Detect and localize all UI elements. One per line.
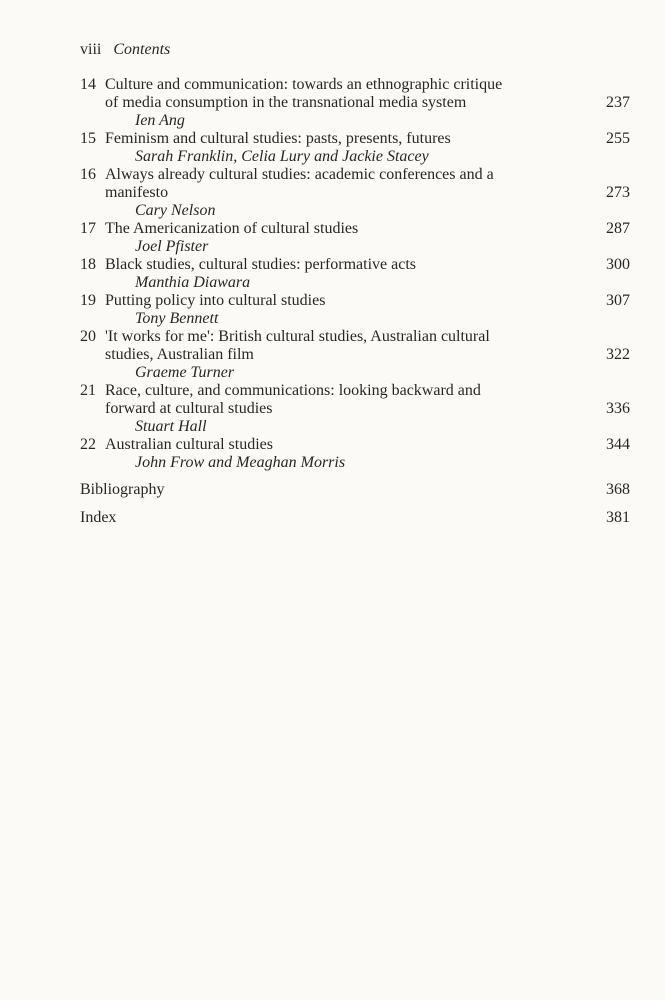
chapter-author: Manthia Diawara — [135, 274, 251, 291]
toc-entry-22 — [80, 436, 630, 472]
toc-entry-20 — [80, 328, 630, 382]
chapter-author: Sarah Franklin, Celia Lury and Jackie Stacey — [135, 148, 429, 165]
chapter-author: John Frow and Meaghan Morris — [135, 454, 346, 471]
page-number: 344 — [606, 436, 630, 453]
toc-entry-18 — [80, 256, 630, 292]
chapter-title: The Americanization of cultural studies — [105, 220, 359, 237]
toc-entry-15 — [80, 130, 630, 166]
chapter-number: 20 — [80, 328, 96, 345]
chapter-author: Ien Ang — [135, 112, 185, 129]
toc-entry-16 — [80, 166, 630, 220]
toc-entry-14 — [80, 76, 630, 130]
toc-entry-19 — [80, 292, 630, 328]
backmatter-title: Bibliography — [80, 481, 165, 498]
chapter-author: Joel Pfister — [135, 238, 209, 255]
page-number: 255 — [606, 130, 630, 147]
chapter-number: 17 — [80, 220, 96, 237]
chapter-number: 14 — [80, 76, 96, 93]
chapter-title: studies, Australian film — [105, 346, 254, 363]
toc-entry-bibliography — [80, 481, 630, 499]
chapter-number: 16 — [80, 166, 96, 183]
chapter-number: 22 — [80, 436, 96, 453]
folio-number: viii — [80, 41, 102, 58]
chapter-title: Black studies, cultural studies: performative acts — [105, 256, 417, 273]
chapter-title: manifesto — [105, 184, 169, 201]
chapter-author: Cary Nelson — [135, 202, 216, 219]
page-number: 336 — [606, 400, 630, 417]
page-number: 287 — [606, 220, 630, 237]
backmatter-title: Index — [80, 509, 117, 526]
chapter-author: Tony Bennett — [135, 310, 219, 327]
chapter-number: 18 — [80, 256, 96, 273]
running-title: Contents — [113, 41, 171, 58]
page-number: 300 — [606, 256, 630, 273]
chapter-number: 19 — [80, 292, 96, 309]
chapter-number: 21 — [80, 382, 96, 399]
page-number: 381 — [606, 509, 630, 526]
toc-entry-21 — [80, 382, 630, 436]
chapter-title: 'It works for me': British cultural studies, Australian cultural — [105, 328, 490, 345]
running-head — [80, 41, 170, 59]
chapter-author: Graeme Turner — [135, 364, 235, 381]
chapter-author: Stuart Hall — [135, 418, 207, 435]
chapter-number: 15 — [80, 130, 96, 147]
page-number: 322 — [606, 346, 630, 363]
page-number: 307 — [606, 292, 630, 309]
page-number: 368 — [606, 481, 630, 498]
chapter-title: of media consumption in the transnational media system — [105, 94, 467, 111]
page-number: 237 — [606, 94, 630, 111]
table-of-contents — [80, 76, 630, 527]
toc-entry-17 — [80, 220, 630, 256]
chapter-title: Feminism and cultural studies: pasts, presents, futures — [105, 130, 451, 147]
toc-entry-index — [80, 509, 630, 527]
chapter-title: Putting policy into cultural studies — [105, 292, 326, 309]
chapter-title: forward at cultural studies — [105, 400, 273, 417]
chapter-title: Australian cultural studies — [105, 436, 273, 453]
chapter-title: Culture and communication: towards an ethnographic critique — [105, 76, 503, 93]
chapter-title: Always already cultural studies: academic conferences and a — [105, 166, 494, 183]
chapter-title: Race, culture, and communications: looking backward and — [105, 382, 481, 399]
page-number: 273 — [606, 184, 630, 201]
